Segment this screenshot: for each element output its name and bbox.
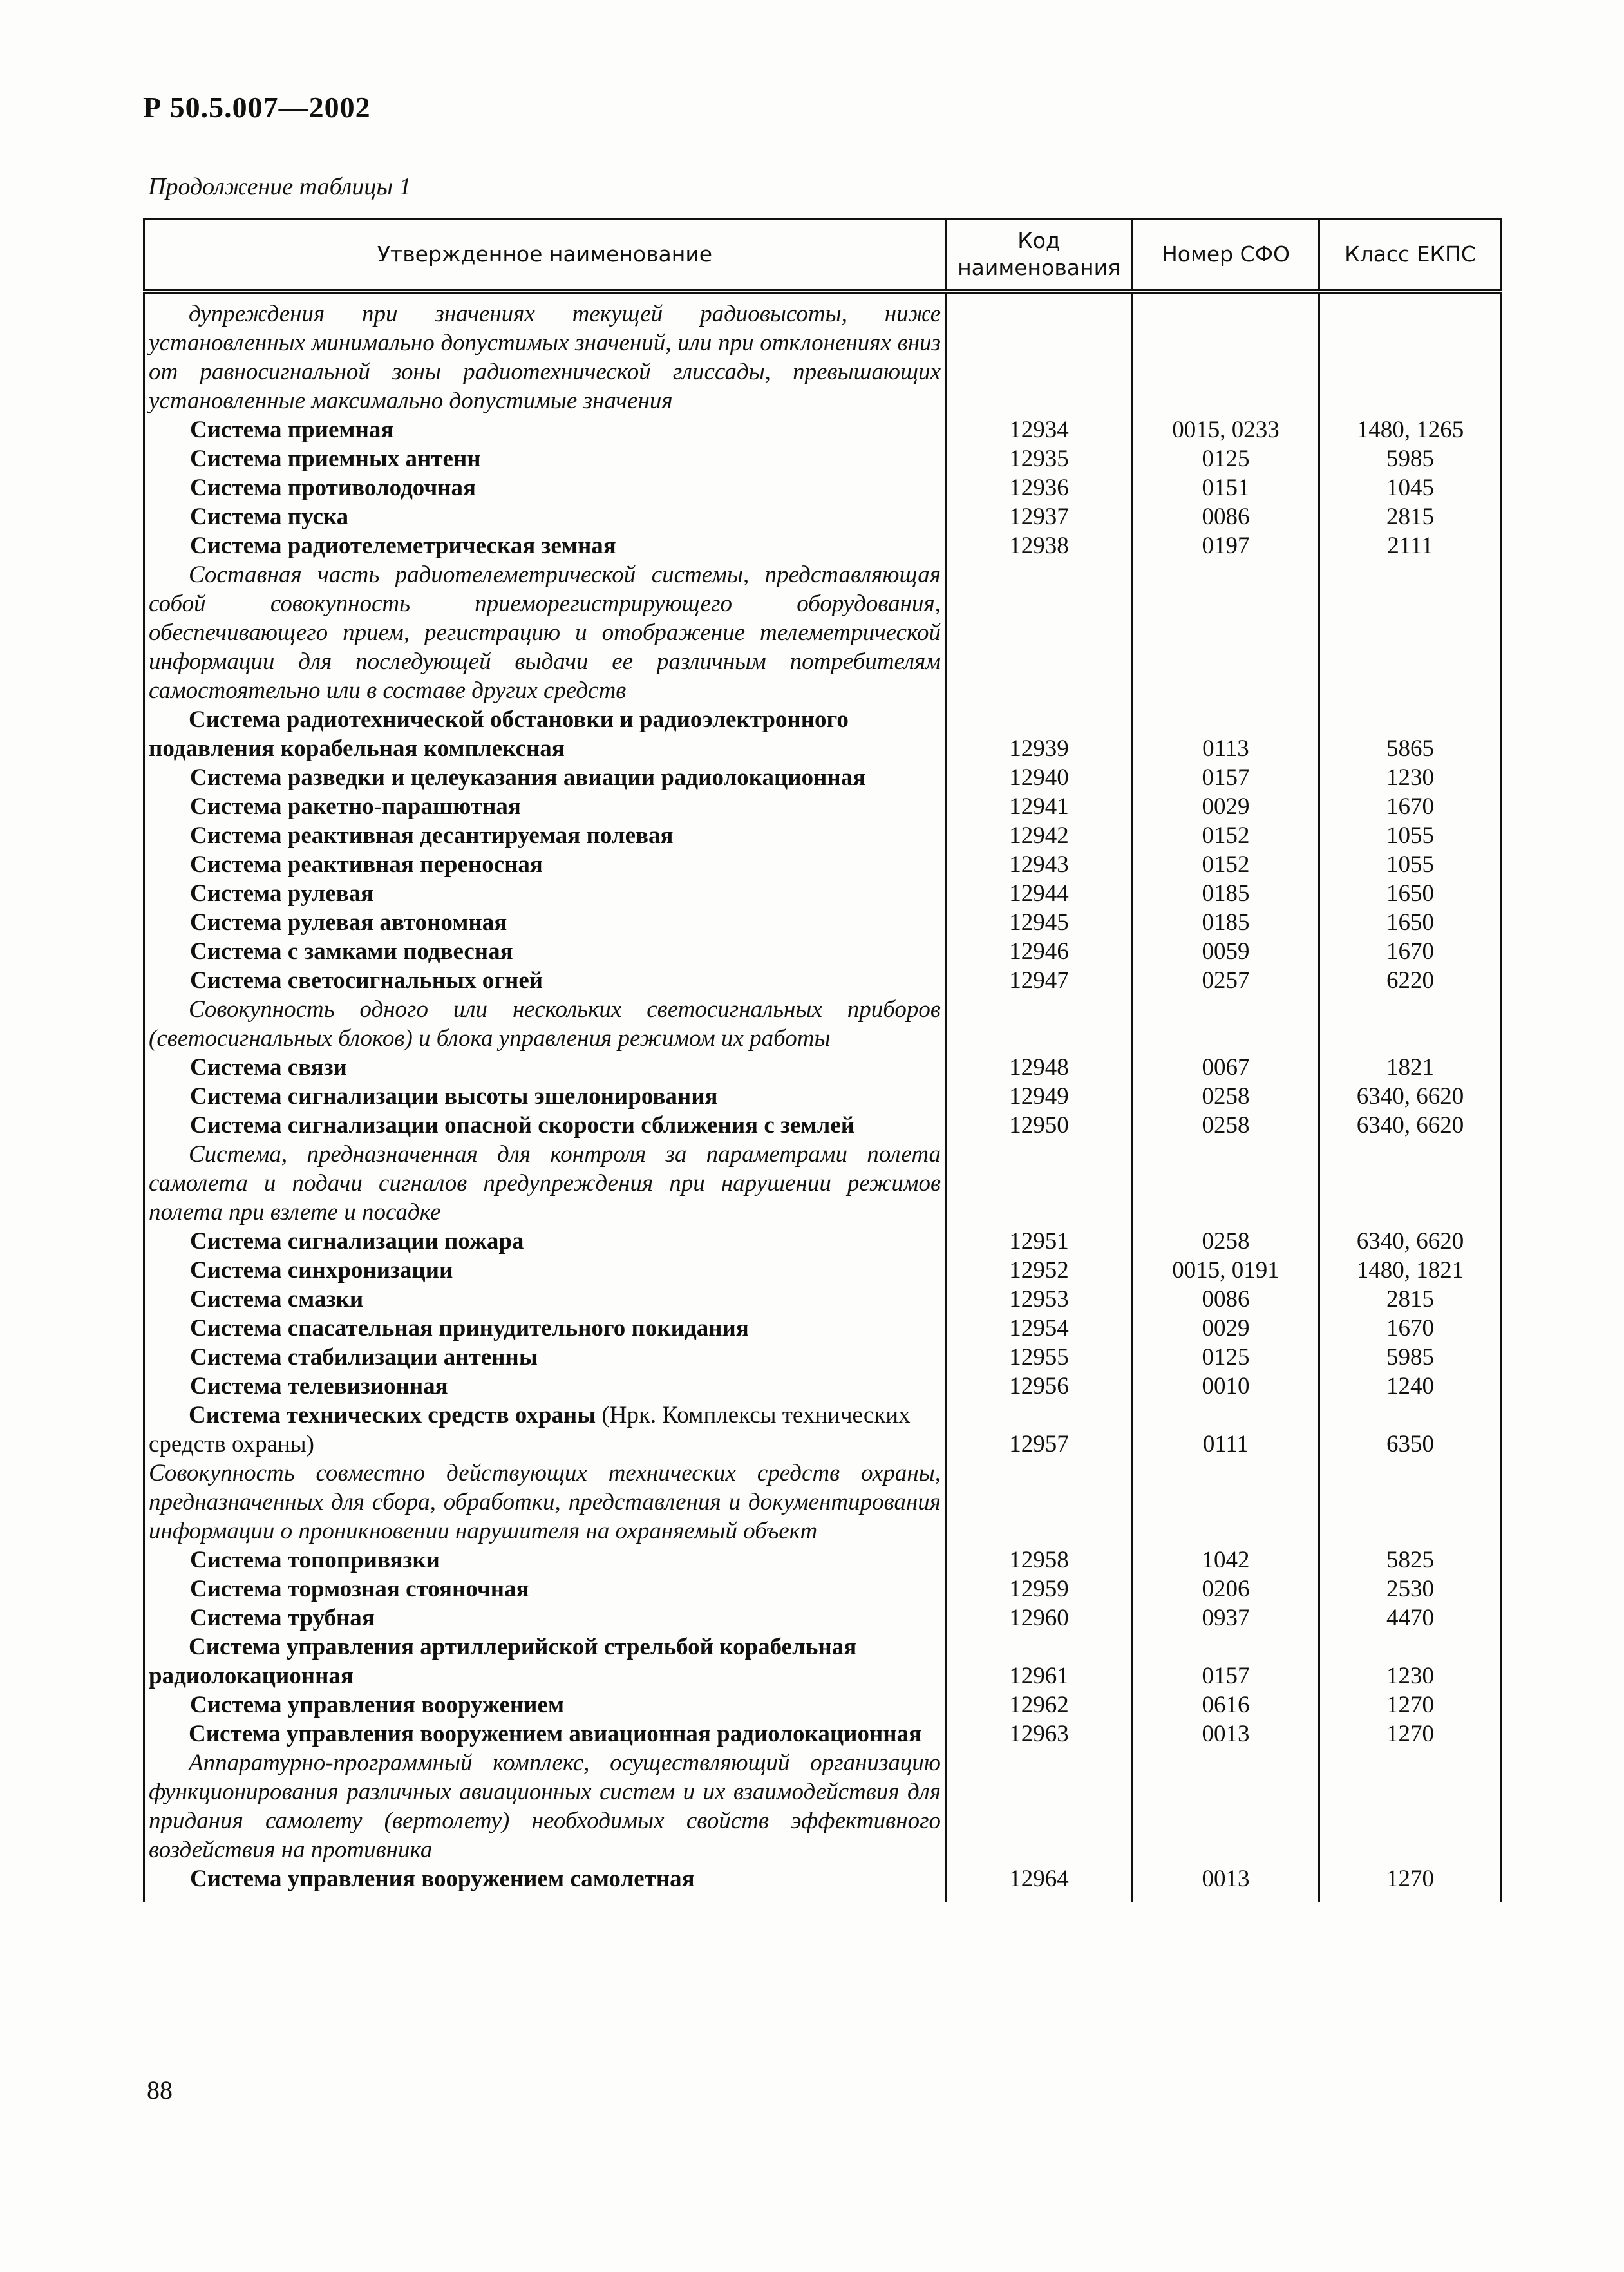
entry-name: Система синхронизации [144,1256,946,1285]
entry-code: 12946 [946,937,1133,966]
entry-code [946,1459,1133,1546]
entry-ekps: 6220 [1319,966,1502,995]
entry-ekps: 5865 [1319,705,1502,763]
column-header-code: Код наименования [946,219,1133,292]
entry-ekps: 2111 [1319,531,1502,560]
table-row [144,1748,1502,1864]
entry-name: Система радиотехнической обстановки и радиоэлектронного подавления корабельная комплексная [144,705,946,763]
entry-ekps: 2530 [1319,1575,1502,1604]
entry-sfo: 0258 [1133,1111,1319,1140]
entry-name: Система смазки [144,1285,946,1314]
table-row [144,705,1502,763]
table-row [144,1314,1502,1343]
entry-code: 12935 [946,444,1133,473]
entry-name: Система связи [144,1053,946,1082]
entry-code [946,995,1133,1053]
entry-ekps: 1670 [1319,937,1502,966]
table-row [144,1256,1502,1285]
table-row [144,1604,1502,1633]
table-row [144,1111,1502,1140]
entry-ekps: 1055 [1319,850,1502,879]
entry-sfo [1133,1748,1319,1864]
entry-code: 12948 [946,1053,1133,1082]
entry-ekps [1319,1140,1502,1227]
entry-ekps: 1821 [1319,1053,1502,1082]
entry-name: Система тормозная стояночная [144,1575,946,1604]
entry-sfo: 0257 [1133,966,1319,995]
table-row [144,1401,1502,1459]
table-row [144,908,1502,937]
entry-name: Система управления артиллерийской стрельбой корабельная радиолокационная [144,1633,946,1690]
entry-sfo: 0010 [1133,1372,1319,1401]
entry-sfo: 0015, 0233 [1133,415,1319,444]
entry-code: 12945 [946,908,1133,937]
table-row [144,1053,1502,1082]
entry-sfo: 0067 [1133,1053,1319,1082]
table-row [144,879,1502,908]
entry-ekps: 1240 [1319,1372,1502,1401]
table-row [144,1546,1502,1575]
entry-code: 12962 [946,1690,1133,1719]
entry-code [946,1748,1133,1864]
entry-ekps [1319,1459,1502,1546]
entry-sfo: 0157 [1133,1633,1319,1690]
entry-code: 12954 [946,1314,1133,1343]
entry-description: Система, предназначенная для контроля за параметрами полета самолета и подачи сигналов предупреждения при нарушении режимов полета при взлете и посадке [144,1140,946,1227]
entry-sfo: 0258 [1133,1082,1319,1111]
table-row [144,1719,1502,1748]
table-row [144,1343,1502,1372]
entry-name: Система управления вооружением самолетная [144,1864,946,1902]
entry-sfo: 0125 [1133,1343,1319,1372]
entry-name: Система управления вооружением авиационная радиолокационная [144,1719,946,1748]
column-header-ekps: Класс ЕКПС [1319,219,1502,292]
entry-code: 12958 [946,1546,1133,1575]
entry-ekps [1319,995,1502,1053]
entry-code: 12939 [946,705,1133,763]
entry-code: 12953 [946,1285,1133,1314]
entry-ekps: 5985 [1319,1343,1502,1372]
entry-sfo: 0113 [1133,705,1319,763]
table-row [144,292,1502,415]
entry-ekps: 1480, 1265 [1319,415,1502,444]
entry-ekps [1319,560,1502,705]
entry-name: Система сигнализации опасной скорости сближения с землей [144,1111,946,1140]
table-row [144,1633,1502,1690]
table-header-row [144,219,1502,292]
entry-code: 12952 [946,1256,1133,1285]
entry-note: (Нрк. Комплексы технических средств охраны) [149,1402,911,1457]
entry-code: 12959 [946,1575,1133,1604]
entry-code: 12938 [946,531,1133,560]
entry-ekps: 1230 [1319,763,1502,792]
column-header-sfo: Номер СФО [1133,219,1319,292]
table-body [144,292,1502,1902]
entry-code: 12944 [946,879,1133,908]
entry-name: Система рулевая [144,879,946,908]
entry-ekps: 2815 [1319,502,1502,531]
entry-code: 12964 [946,1864,1133,1902]
table-row [144,995,1502,1053]
entry-sfo: 0111 [1133,1401,1319,1459]
entry-sfo: 0616 [1133,1690,1319,1719]
entry-sfo: 0197 [1133,531,1319,560]
names-table [143,218,1502,1902]
entry-ekps: 6340, 6620 [1319,1111,1502,1140]
entry-code: 12956 [946,1372,1133,1401]
entry-name: Система реактивная переносная [144,850,946,879]
entry-sfo [1133,292,1319,415]
entry-code: 12942 [946,821,1133,850]
entry-sfo: 0185 [1133,908,1319,937]
entry-name: Система сигнализации пожара [144,1227,946,1256]
entry-description: Составная часть радиотелеметрической системы, представляющая собой совокупность приеморегистрирующего оборудования, обеспечивающего прием, регистрацию и отображение телеметрической информации для последующей выдачи ее различным потребителям самостоятельно или в составе других средств [144,560,946,705]
entry-sfo: 0258 [1133,1227,1319,1256]
entry-ekps: 1055 [1319,821,1502,850]
entry-ekps: 1230 [1319,1633,1502,1690]
entry-sfo: 0029 [1133,1314,1319,1343]
entry-ekps: 2815 [1319,1285,1502,1314]
entry-name: Система приемных антенн [144,444,946,473]
table-row [144,1372,1502,1401]
entry-code: 12955 [946,1343,1133,1372]
entry-sfo: 0151 [1133,473,1319,502]
entry-sfo: 0059 [1133,937,1319,966]
entry-sfo [1133,1459,1319,1546]
table-row [144,1082,1502,1111]
entry-code: 12934 [946,415,1133,444]
table-row [144,763,1502,792]
entry-ekps: 1270 [1319,1719,1502,1748]
entry-sfo: 0152 [1133,850,1319,879]
entry-name: Система реактивная десантируемая полевая [144,821,946,850]
entry-code: 12936 [946,473,1133,502]
table-row [144,1227,1502,1256]
entry-sfo: 0185 [1133,879,1319,908]
table-row [144,415,1502,444]
entry-ekps: 5985 [1319,444,1502,473]
table-row [144,1690,1502,1719]
entry-name-cell [144,1401,946,1459]
entry-description: Аппаратурно-программный комплекс, осуществляющий организацию функционирования различных авиационных систем и их взаимодействия для придания самолету (вертолету) необходимых свойств эффективного воздействия на противника [144,1748,946,1864]
table-row [144,1575,1502,1604]
entry-name: Система стабилизации антенны [144,1343,946,1372]
entry-sfo: 0157 [1133,763,1319,792]
entry-name: Система управления вооружением [144,1690,946,1719]
entry-name: Система технических средств охраны [189,1402,596,1428]
entry-sfo: 0029 [1133,792,1319,821]
entry-sfo: 0013 [1133,1719,1319,1748]
table-row [144,1864,1502,1902]
entry-ekps: 1650 [1319,908,1502,937]
entry-code: 12960 [946,1604,1133,1633]
document-code: Р 50.5.007—2002 [143,91,371,124]
entry-name: Система пуска [144,502,946,531]
entry-code: 12951 [946,1227,1133,1256]
entry-sfo: 0125 [1133,444,1319,473]
entry-name: Система противолодочная [144,473,946,502]
entry-ekps [1319,1748,1502,1864]
column-header-name: Утвержденное наименование [144,219,946,292]
table-row [144,560,1502,705]
entry-ekps: 6350 [1319,1401,1502,1459]
entry-description: дупреждения при значениях текущей радиовысоты, ниже установленных минимально допустимых значений, или при отклонениях вниз от равносигнальной зоны радиотехнической глиссады, превышающих установленные максимально допустимые значения [144,292,946,415]
table-row [144,937,1502,966]
entry-name: Система приемная [144,415,946,444]
entry-ekps: 1045 [1319,473,1502,502]
entry-name: Система радиотелеметрическая земная [144,531,946,560]
entry-code: 12957 [946,1401,1133,1459]
entry-name: Система разведки и целеуказания авиации радиолокационная [144,763,946,792]
entry-description: Совокупность совместно действующих технических средств охраны, предназначенных для сбора, обработки, представления и документирования информации о проникновении нарушителя на охраняемый объект [144,1459,946,1546]
table-row [144,1459,1502,1546]
entry-code: 12941 [946,792,1133,821]
entry-name: Система трубная [144,1604,946,1633]
entry-code: 12950 [946,1111,1133,1140]
entry-code: 12963 [946,1719,1133,1748]
entry-ekps: 1480, 1821 [1319,1256,1502,1285]
entry-code: 12949 [946,1082,1133,1111]
entry-name: Система спасательная принудительного покидания [144,1314,946,1343]
page-number: 88 [147,2076,173,2105]
entry-ekps: 4470 [1319,1604,1502,1633]
entry-name: Система светосигнальных огней [144,966,946,995]
entry-code [946,1140,1133,1227]
table-row [144,850,1502,879]
entry-ekps: 5825 [1319,1546,1502,1575]
entry-name: Система рулевая автономная [144,908,946,937]
entry-ekps: 1270 [1319,1864,1502,1902]
entry-name: Система сигнализации высоты эшелонирования [144,1082,946,1111]
entry-ekps: 1670 [1319,792,1502,821]
entry-ekps: 1270 [1319,1690,1502,1719]
table-row [144,966,1502,995]
table-caption: Продолжение таблицы 1 [148,173,411,200]
entry-ekps: 6340, 6620 [1319,1082,1502,1111]
entry-sfo: 0015, 0191 [1133,1256,1319,1285]
entry-code: 12943 [946,850,1133,879]
entry-name: Система телевизионная [144,1372,946,1401]
entry-code: 12937 [946,502,1133,531]
entry-sfo: 0013 [1133,1864,1319,1902]
table-row [144,531,1502,560]
entry-code: 12947 [946,966,1133,995]
entry-sfo: 0937 [1133,1604,1319,1633]
entry-ekps: 1650 [1319,879,1502,908]
table-row [144,1140,1502,1227]
table-row [144,502,1502,531]
entry-ekps: 6340, 6620 [1319,1227,1502,1256]
table-row [144,1285,1502,1314]
entry-sfo [1133,560,1319,705]
entry-ekps [1319,292,1502,415]
table-row [144,821,1502,850]
table-row [144,473,1502,502]
entry-ekps: 1670 [1319,1314,1502,1343]
entry-sfo: 0206 [1133,1575,1319,1604]
entry-sfo: 0086 [1133,502,1319,531]
table-row [144,444,1502,473]
entry-code: 12940 [946,763,1133,792]
entry-sfo: 0086 [1133,1285,1319,1314]
entry-sfo: 1042 [1133,1546,1319,1575]
entry-code: 12961 [946,1633,1133,1690]
entry-sfo [1133,1140,1319,1227]
entry-name: Система ракетно-парашютная [144,792,946,821]
entry-code [946,292,1133,415]
entry-sfo [1133,995,1319,1053]
table-row [144,792,1502,821]
entry-code [946,560,1133,705]
entry-sfo: 0152 [1133,821,1319,850]
entry-name: Система с замками подвесная [144,937,946,966]
entry-description: Совокупность одного или нескольких светосигнальных приборов (светосигнальных блоков) и блока управления режимом их работы [144,995,946,1053]
entry-name: Система топопривязки [144,1546,946,1575]
